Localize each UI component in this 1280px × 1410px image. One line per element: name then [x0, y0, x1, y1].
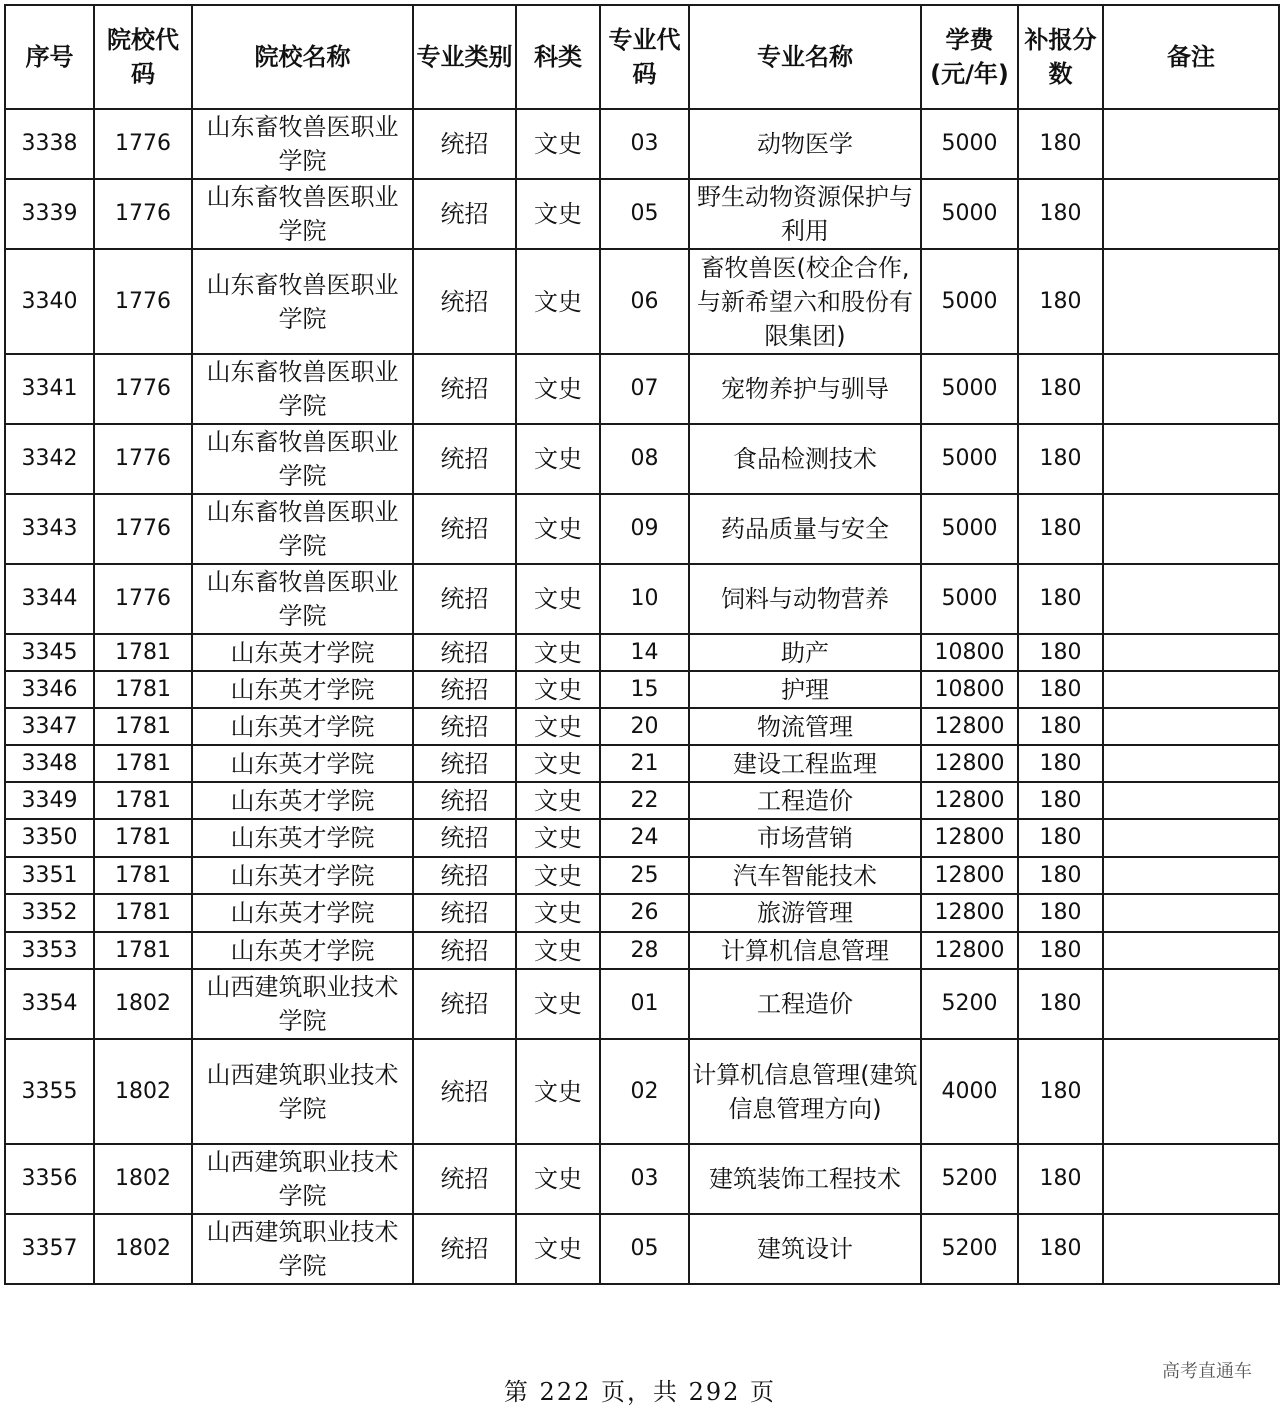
table-cell: 护理 — [689, 671, 921, 708]
table-cell — [1103, 1144, 1279, 1214]
table-cell: 统招 — [413, 745, 516, 782]
table-cell: 动物医学 — [689, 109, 921, 179]
header-cell: 备注 — [1103, 5, 1279, 109]
header-cell: 院校名称 — [192, 5, 413, 109]
table-cell: 统招 — [413, 109, 516, 179]
table-cell: 山东畜牧兽医职业学院 — [192, 109, 413, 179]
table-cell: 统招 — [413, 249, 516, 354]
page-footer: 第 222 页，共 292 页 — [503, 1378, 777, 1406]
table-cell — [1103, 249, 1279, 354]
table-cell: 3356 — [5, 1144, 94, 1214]
table-cell — [1103, 109, 1279, 179]
table-cell — [1103, 354, 1279, 424]
table-cell: 山西建筑职业技术学院 — [192, 969, 413, 1039]
table-cell: 24 — [600, 819, 689, 857]
header-cell: 院校代码 — [94, 5, 192, 109]
table-cell: 10800 — [921, 634, 1018, 671]
table-cell: 统招 — [413, 671, 516, 708]
table-cell: 山东畜牧兽医职业学院 — [192, 564, 413, 634]
header-cell: 补报分数 — [1018, 5, 1103, 109]
table-cell: 180 — [1018, 354, 1103, 424]
table-cell: 工程造价 — [689, 782, 921, 819]
table-cell — [1103, 708, 1279, 745]
table-cell: 1776 — [94, 564, 192, 634]
table-cell: 文史 — [516, 671, 600, 708]
table-cell: 1781 — [94, 857, 192, 894]
table-cell: 180 — [1018, 1039, 1103, 1144]
table-cell: 07 — [600, 354, 689, 424]
table-cell: 山东英才学院 — [192, 782, 413, 819]
table-row — [5, 782, 1279, 819]
header-cell: 序号 — [5, 5, 94, 109]
table-cell: 文史 — [516, 354, 600, 424]
table-cell: 5000 — [921, 179, 1018, 249]
table-cell: 文史 — [516, 424, 600, 494]
table-cell: 1781 — [94, 932, 192, 969]
table-cell: 山东英才学院 — [192, 857, 413, 894]
table-cell: 3348 — [5, 745, 94, 782]
table-cell: 180 — [1018, 494, 1103, 564]
table-cell: 文史 — [516, 564, 600, 634]
table-cell — [1103, 424, 1279, 494]
table-cell: 5200 — [921, 1144, 1018, 1214]
table-cell: 统招 — [413, 424, 516, 494]
table-cell — [1103, 894, 1279, 932]
table-cell — [1103, 745, 1279, 782]
table-cell: 12800 — [921, 857, 1018, 894]
table-cell: 文史 — [516, 1214, 600, 1284]
table-cell: 14 — [600, 634, 689, 671]
table-cell: 文史 — [516, 932, 600, 969]
table-cell: 统招 — [413, 1039, 516, 1144]
table-cell: 180 — [1018, 894, 1103, 932]
table-cell: 统招 — [413, 564, 516, 634]
table-cell: 1802 — [94, 1144, 192, 1214]
table-cell: 计算机信息管理 — [689, 932, 921, 969]
table-cell: 1776 — [94, 109, 192, 179]
table-cell: 统招 — [413, 932, 516, 969]
table-row — [5, 819, 1279, 857]
header-cell: 专业类别 — [413, 5, 516, 109]
table-cell: 5200 — [921, 969, 1018, 1039]
table-cell: 1776 — [94, 354, 192, 424]
table-cell: 3349 — [5, 782, 94, 819]
table-cell: 5000 — [921, 494, 1018, 564]
table-cell: 3341 — [5, 354, 94, 424]
table-cell: 山东畜牧兽医职业学院 — [192, 249, 413, 354]
table-cell: 山西建筑职业技术学院 — [192, 1214, 413, 1284]
table-cell: 文史 — [516, 249, 600, 354]
table-cell: 统招 — [413, 494, 516, 564]
table-cell: 180 — [1018, 671, 1103, 708]
table-cell: 1802 — [94, 1214, 192, 1284]
table-row — [5, 932, 1279, 969]
table-cell: 统招 — [413, 1214, 516, 1284]
table-cell: 26 — [600, 894, 689, 932]
table-cell: 1781 — [94, 782, 192, 819]
table-cell: 山东畜牧兽医职业学院 — [192, 494, 413, 564]
table-cell: 文史 — [516, 857, 600, 894]
table-cell: 180 — [1018, 708, 1103, 745]
table-cell: 山东英才学院 — [192, 932, 413, 969]
table-cell: 旅游管理 — [689, 894, 921, 932]
table-cell: 180 — [1018, 179, 1103, 249]
table-cell: 统招 — [413, 857, 516, 894]
table-cell: 3347 — [5, 708, 94, 745]
table-cell: 12800 — [921, 932, 1018, 969]
table-row — [5, 354, 1279, 424]
table-cell: 1776 — [94, 179, 192, 249]
table-cell: 1776 — [94, 424, 192, 494]
table-cell: 05 — [600, 179, 689, 249]
table-cell: 统招 — [413, 969, 516, 1039]
table-cell: 03 — [600, 109, 689, 179]
table-cell: 山东英才学院 — [192, 671, 413, 708]
table-cell: 4000 — [921, 1039, 1018, 1144]
table-cell: 08 — [600, 424, 689, 494]
table-cell: 山东英才学院 — [192, 819, 413, 857]
table-cell: 山东英才学院 — [192, 894, 413, 932]
table-cell: 文史 — [516, 179, 600, 249]
table-cell: 文史 — [516, 494, 600, 564]
table-cell: 180 — [1018, 1144, 1103, 1214]
table-cell: 180 — [1018, 745, 1103, 782]
table-cell: 180 — [1018, 932, 1103, 969]
table-cell: 工程造价 — [689, 969, 921, 1039]
table-row — [5, 1039, 1279, 1144]
table-cell: 15 — [600, 671, 689, 708]
table-cell — [1103, 494, 1279, 564]
table-cell: 1802 — [94, 969, 192, 1039]
table-cell: 06 — [600, 249, 689, 354]
table-row — [5, 564, 1279, 634]
table-cell: 山东英才学院 — [192, 634, 413, 671]
table-cell: 统招 — [413, 782, 516, 819]
table-cell: 21 — [600, 745, 689, 782]
table-cell: 3351 — [5, 857, 94, 894]
table-cell: 12800 — [921, 782, 1018, 819]
table-cell: 180 — [1018, 424, 1103, 494]
table-cell: 1802 — [94, 1039, 192, 1144]
table-cell: 文史 — [516, 819, 600, 857]
table-cell: 畜牧兽医(校企合作,与新希望六和股份有限集团) — [689, 249, 921, 354]
table-cell: 180 — [1018, 1214, 1103, 1284]
table-cell: 汽车智能技术 — [689, 857, 921, 894]
table-cell: 180 — [1018, 634, 1103, 671]
table-cell: 宠物养护与驯导 — [689, 354, 921, 424]
table-cell: 食品检测技术 — [689, 424, 921, 494]
table-row — [5, 249, 1279, 354]
table-cell: 3346 — [5, 671, 94, 708]
table-cell: 1781 — [94, 819, 192, 857]
table-cell: 3338 — [5, 109, 94, 179]
table-cell: 3343 — [5, 494, 94, 564]
table-cell: 180 — [1018, 564, 1103, 634]
table-cell — [1103, 1039, 1279, 1144]
table-cell: 28 — [600, 932, 689, 969]
table-cell: 计算机信息管理(建筑信息管理方向) — [689, 1039, 921, 1144]
table-cell: 统招 — [413, 708, 516, 745]
table-cell: 1776 — [94, 494, 192, 564]
table-cell: 文史 — [516, 708, 600, 745]
table-cell: 统招 — [413, 894, 516, 932]
table-cell: 180 — [1018, 109, 1103, 179]
table-cell: 1776 — [94, 249, 192, 354]
table-cell: 野生动物资源保护与利用 — [689, 179, 921, 249]
table-cell: 10 — [600, 564, 689, 634]
table-cell — [1103, 857, 1279, 894]
table-cell: 文史 — [516, 745, 600, 782]
table-cell: 180 — [1018, 857, 1103, 894]
table-cell: 统招 — [413, 1144, 516, 1214]
table-cell: 建筑装饰工程技术 — [689, 1144, 921, 1214]
table-cell: 12800 — [921, 894, 1018, 932]
table-cell: 统招 — [413, 179, 516, 249]
table-cell: 5000 — [921, 109, 1018, 179]
table-row — [5, 1144, 1279, 1214]
table-row — [5, 424, 1279, 494]
table-cell: 20 — [600, 708, 689, 745]
table-cell: 180 — [1018, 782, 1103, 819]
table-cell: 3354 — [5, 969, 94, 1039]
table-cell: 山东畜牧兽医职业学院 — [192, 354, 413, 424]
table-cell: 180 — [1018, 249, 1103, 354]
table-cell: 物流管理 — [689, 708, 921, 745]
table-cell — [1103, 179, 1279, 249]
table-cell: 180 — [1018, 819, 1103, 857]
table-cell — [1103, 634, 1279, 671]
table-cell: 饲料与动物营养 — [689, 564, 921, 634]
table-cell — [1103, 564, 1279, 634]
table-cell — [1103, 819, 1279, 857]
table-row — [5, 109, 1279, 179]
table-cell: 12800 — [921, 819, 1018, 857]
table-cell: 09 — [600, 494, 689, 564]
table-cell: 01 — [600, 969, 689, 1039]
table-cell: 文史 — [516, 109, 600, 179]
table-row — [5, 1214, 1279, 1284]
table-cell: 药品质量与安全 — [689, 494, 921, 564]
watermark: 高考直通车 — [1162, 1361, 1252, 1382]
table-cell: 1781 — [94, 745, 192, 782]
table-row — [5, 634, 1279, 671]
table-cell: 1781 — [94, 634, 192, 671]
table-cell — [1103, 932, 1279, 969]
table-cell: 02 — [600, 1039, 689, 1144]
table-cell: 3352 — [5, 894, 94, 932]
table-cell: 3340 — [5, 249, 94, 354]
table-cell: 12800 — [921, 708, 1018, 745]
table-cell: 统招 — [413, 354, 516, 424]
table-cell: 3357 — [5, 1214, 94, 1284]
table-cell: 12800 — [921, 745, 1018, 782]
table-cell: 05 — [600, 1214, 689, 1284]
table-cell: 山西建筑职业技术学院 — [192, 1039, 413, 1144]
table-cell: 5000 — [921, 424, 1018, 494]
table-cell: 5000 — [921, 354, 1018, 424]
table-cell — [1103, 969, 1279, 1039]
admission-table — [4, 4, 1280, 1285]
table-cell: 180 — [1018, 969, 1103, 1039]
header-row — [5, 5, 1279, 109]
table-cell: 文史 — [516, 894, 600, 932]
header-cell: 专业名称 — [689, 5, 921, 109]
table-cell: 3355 — [5, 1039, 94, 1144]
table-cell: 25 — [600, 857, 689, 894]
header-cell: 科类 — [516, 5, 600, 109]
table-row — [5, 745, 1279, 782]
table-cell: 10800 — [921, 671, 1018, 708]
table-cell: 助产 — [689, 634, 921, 671]
table-cell: 市场营销 — [689, 819, 921, 857]
table-row — [5, 179, 1279, 249]
table-cell: 山东英才学院 — [192, 745, 413, 782]
header-cell: 学费(元/年) — [921, 5, 1018, 109]
table-row — [5, 969, 1279, 1039]
table-cell: 22 — [600, 782, 689, 819]
table-cell: 山东英才学院 — [192, 708, 413, 745]
table-cell: 3344 — [5, 564, 94, 634]
table-cell: 5200 — [921, 1214, 1018, 1284]
table-cell: 山西建筑职业技术学院 — [192, 1144, 413, 1214]
table-cell: 统招 — [413, 819, 516, 857]
table-cell: 3345 — [5, 634, 94, 671]
table-cell — [1103, 671, 1279, 708]
table-cell: 1781 — [94, 894, 192, 932]
table-cell — [1103, 782, 1279, 819]
table-row — [5, 857, 1279, 894]
table-cell: 03 — [600, 1144, 689, 1214]
table-cell: 5000 — [921, 249, 1018, 354]
table-cell: 3339 — [5, 179, 94, 249]
table-cell: 1781 — [94, 708, 192, 745]
table-cell: 3350 — [5, 819, 94, 857]
table-cell: 文史 — [516, 1039, 600, 1144]
header-cell: 专业代码 — [600, 5, 689, 109]
table-row — [5, 494, 1279, 564]
table-cell: 建筑设计 — [689, 1214, 921, 1284]
table-cell: 山东畜牧兽医职业学院 — [192, 179, 413, 249]
table-row — [5, 894, 1279, 932]
table-cell: 建设工程监理 — [689, 745, 921, 782]
table-cell: 1781 — [94, 671, 192, 708]
table-cell: 5000 — [921, 564, 1018, 634]
table-cell — [1103, 1214, 1279, 1284]
table-cell: 3353 — [5, 932, 94, 969]
table-cell: 文史 — [516, 969, 600, 1039]
table-cell: 文史 — [516, 1144, 600, 1214]
table-cell: 文史 — [516, 634, 600, 671]
table-cell: 山东畜牧兽医职业学院 — [192, 424, 413, 494]
table-row — [5, 671, 1279, 708]
table-cell: 统招 — [413, 634, 516, 671]
table-row — [5, 708, 1279, 745]
table-cell: 文史 — [516, 782, 600, 819]
table-cell: 3342 — [5, 424, 94, 494]
